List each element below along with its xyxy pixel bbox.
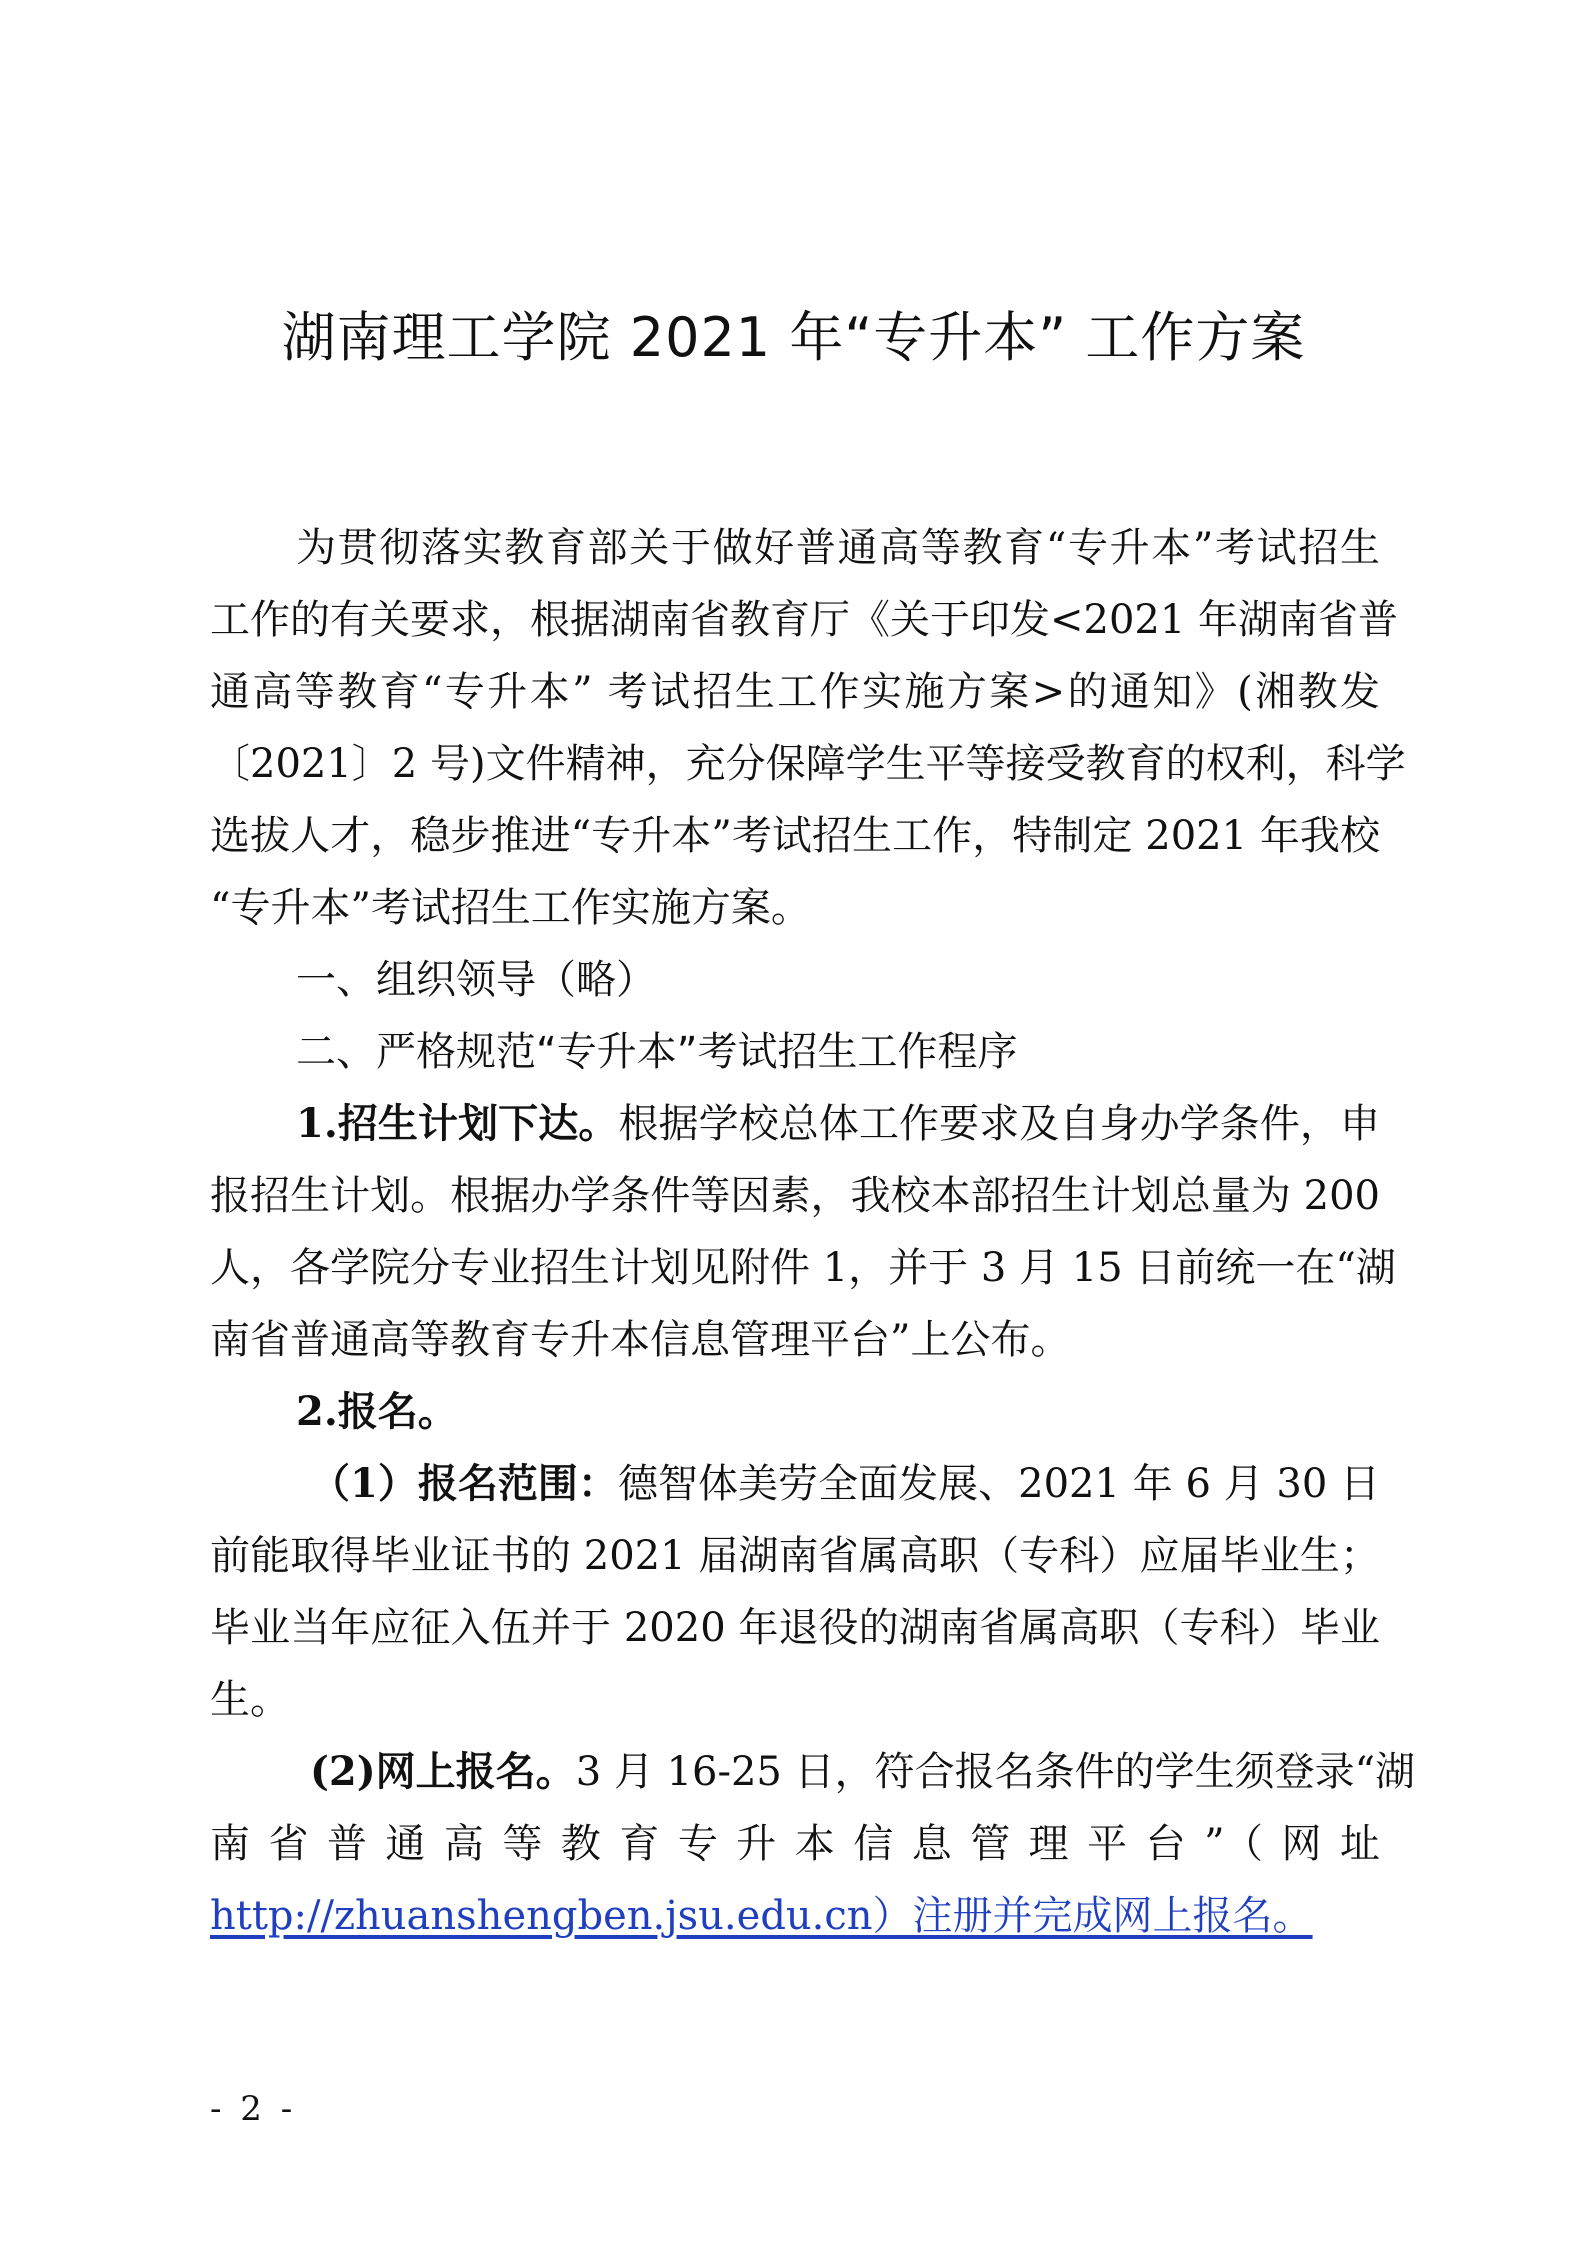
intro-line-6: “专升本”考试招生工作实施方案。 xyxy=(210,885,811,931)
intro-line-4: 〔2021〕2 号)文件精神，充分保障学生平等接受教育的权利，科学 xyxy=(210,741,1406,787)
item-1-line-3: 人，各学院分专业招生计划见附件 1，并于 3 月 15 日前统一在“湖 xyxy=(210,1245,1396,1291)
intro-line-1: 为贯彻落实教育部关于做好普通高等教育“专升本”考试招生 xyxy=(296,525,1380,571)
sub-2-text: 3 月 16-25 日，符合报名条件的学生须登录“湖 xyxy=(575,1749,1416,1795)
page-number: - 2 - xyxy=(210,2089,297,2129)
sub-1-line-4: 生。 xyxy=(210,1677,290,1723)
sub-1-text: 德智体美劳全面发展、2021 年 6 月 30 日 xyxy=(617,1461,1381,1507)
sub-2-line-1 xyxy=(210,1736,1416,1808)
intro-line-2: 工作的有关要求，根据湖南省教育厅《关于印发<2021 年湖南省普 xyxy=(210,597,1399,643)
item-1-label: 1.招生计划下达。 xyxy=(296,1100,619,1147)
section-heading-1: 一、组织领导（略） xyxy=(296,957,656,1003)
sub-1-line-1 xyxy=(210,1448,1380,1520)
item-1-text: 根据学校总体工作要求及自身办学条件，申 xyxy=(618,1101,1380,1147)
item-1-line-1 xyxy=(210,1088,1380,1160)
sub-2-label: (2)网上报名。 xyxy=(310,1748,576,1795)
section-heading-2: 二、严格规范“专升本”考试招生工作程序 xyxy=(296,1029,1018,1075)
item-2-heading: 2.报名。 xyxy=(296,1388,458,1435)
sub-1-line-3: 毕业当年应征入伍并于 2020 年退役的湖南省属高职（专科）毕业 xyxy=(210,1605,1380,1651)
platform-link[interactable]: http://zhuanshengben.jsu.edu.cn）注册并完成网上报名。 xyxy=(210,1893,1313,1939)
sub-1-label: （1）报名范围： xyxy=(310,1460,618,1507)
document-title: 湖南理工学院 2021 年“专升本” 工作方案 xyxy=(281,306,1306,369)
sub-2-line-2: 南省普通高等教育专升本信息管理平台”（网址 xyxy=(210,1821,1380,1867)
item-1-line-4: 南省普通高等教育专升本信息管理平台”上公布。 xyxy=(210,1317,1071,1363)
item-1-line-2: 报招生计划。根据办学条件等因素，我校本部招生计划总量为 200 xyxy=(210,1173,1380,1219)
sub-1-line-2: 前能取得毕业证书的 2021 届湖南省属高职（专科）应届毕业生； xyxy=(210,1533,1380,1579)
intro-line-3: 通高等教育“专升本” 考试招生工作实施方案>的通知》(湘教发 xyxy=(210,669,1380,715)
intro-line-5: 选拔人才，稳步推进“专升本”考试招生工作，特制定 2021 年我校 xyxy=(210,813,1380,859)
sub-2-line-3 xyxy=(210,1880,1380,1952)
document-body xyxy=(210,512,1416,1952)
